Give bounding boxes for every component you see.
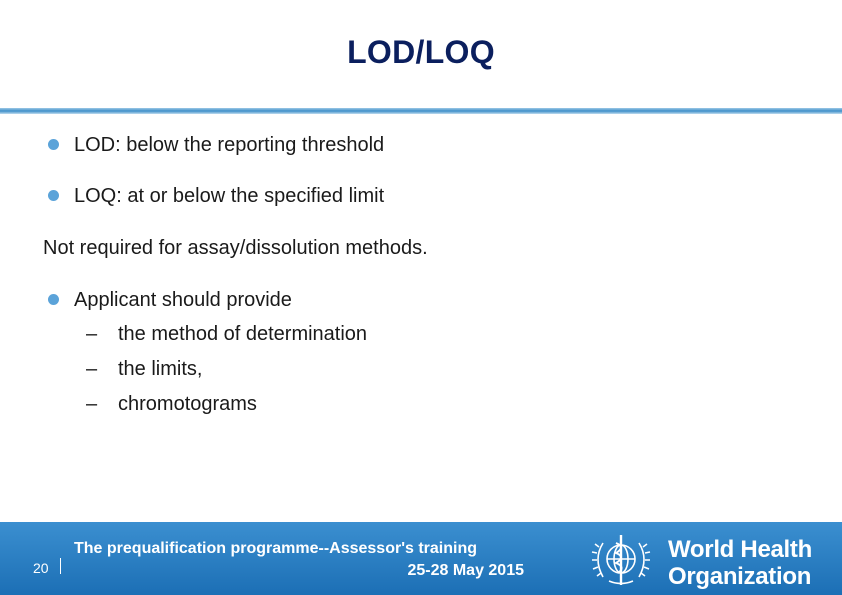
who-emblem-icon	[585, 529, 657, 589]
bullet-loq: LOQ: at or below the specified limit	[74, 185, 385, 207]
sub-item	[86, 322, 367, 346]
bullet-dot	[48, 139, 59, 150]
who-wordmark-line1: World Health	[668, 536, 812, 563]
bullet-lod: LOD: below the reporting threshold	[74, 134, 385, 156]
dash-marker: –	[86, 393, 98, 415]
who-wordmark-line2: Organization	[668, 563, 812, 590]
sub-item	[86, 357, 202, 381]
who-wordmark	[668, 536, 812, 590]
page-separator	[60, 558, 61, 574]
sub-item-text: chromotograms	[118, 393, 257, 415]
dash-marker: –	[86, 358, 98, 380]
sub-item-text: the method of determination	[118, 323, 368, 345]
bullet-dot	[48, 190, 59, 201]
footer-date: 25-28 May 2015	[407, 562, 524, 579]
dash-marker: –	[86, 323, 98, 345]
footer-programme: The prequalification programme--Assessor's training	[74, 540, 477, 557]
note-text: Not required for assay/dissolution methods.	[43, 237, 428, 259]
title-divider	[0, 108, 842, 114]
footer-bar	[0, 522, 842, 595]
sub-item-text: the limits,	[118, 358, 203, 380]
bullet-applicant: Applicant should provide	[74, 289, 292, 311]
footer-caption	[74, 538, 524, 582]
sub-item	[86, 392, 257, 416]
bullet-dot	[48, 294, 59, 305]
page-number: 20	[33, 560, 49, 576]
slide-title: LOD/LOQ	[347, 34, 495, 70]
